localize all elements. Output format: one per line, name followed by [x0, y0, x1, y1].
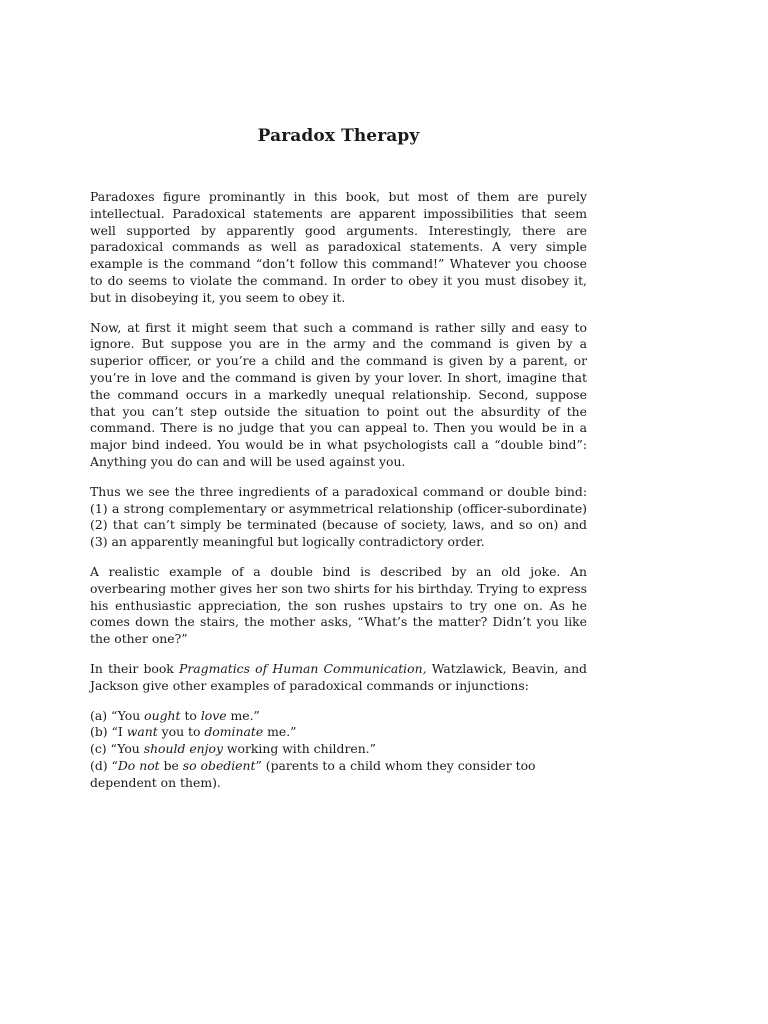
- injunction-list: [90, 708, 587, 792]
- paragraph-5: [90, 661, 587, 695]
- document-title: Paradox Therapy: [257, 126, 420, 146]
- list-emphasis: want: [126, 724, 158, 740]
- list-text: you to: [157, 724, 205, 740]
- paragraph-3: Thus we see the three ingredients of a paradoxical command or double bind: (1) a strong complementary or asymmetrical relationship (officer-subordinate) (2) that can’t simply be terminated (because of society, laws, and so on) and (3) an apparently meaningful but logically contradictory order.: [90, 483, 587, 550]
- list-emphasis: so obedient: [182, 757, 256, 773]
- list-text: to: [180, 707, 201, 723]
- document-body: [90, 189, 587, 792]
- list-text: me.”: [263, 724, 297, 740]
- list-emphasis: dominate: [204, 724, 264, 740]
- intro-text-continued: Watzlawick, Beavin, and Jackson give other examples of paradoxical commands or injunctions:: [90, 660, 587, 693]
- paragraph-4: A realistic example of a double bind is described by an old joke. An overbearing mother gives her son two shirts for his birthday. Trying to express his enthusiastic appreciation, the son rushes upstairs to try one on. As he comes down the stairs, the mother asks, “What’s the matter? Didn’t you like the other one?”: [90, 563, 587, 647]
- list-text: (d) “: [90, 757, 118, 773]
- list-text: be: [159, 757, 183, 773]
- paragraph-2: Now, at first it might seem that such a command is rather silly and easy to ignore. But suppose you are in the army and the command is given by a superior officer, or you’re a child and the command is given by a parent, or you’re in love and the command is given by your lover. In short, imagine that the command occurs in a markedly unequal relationship. Second, suppose that you can’t step outside the situation to point out the absurdity of the command. There is no judge that you can appeal to. Then you would be in a major bind indeed. You would be in what psychologists call a “double bind”: Anything you do can and will be used against you.: [90, 319, 587, 469]
- list-item-d: [90, 758, 587, 792]
- list-text: (b) “I: [90, 724, 127, 740]
- list-text: working with children.”: [222, 741, 376, 757]
- paragraph-1: Paradoxes figure prominantly in this book, but most of them are purely intellectual. Paradoxical statements are apparent impossibilities that seem well supported by apparently good arguments. Interestingly, there are paradoxical commands as well as paradoxical statements. A very simple example is the command “don’t follow this command!” Whatever you choose to do seems to violate the command. In order to obey it you must disobey it, but in disobeying it, you seem to obey it.: [90, 189, 587, 305]
- intro-text: In their book: [90, 660, 180, 676]
- book-title: Pragmatics of Human Communication,: [179, 660, 427, 676]
- list-item-a: [90, 708, 587, 725]
- list-emphasis: Do not: [117, 757, 160, 773]
- list-text: me.”: [226, 707, 260, 723]
- list-emphasis: ought: [144, 707, 181, 723]
- list-emphasis: should enjoy: [143, 741, 223, 757]
- list-item-c: [90, 741, 587, 758]
- list-text: (a) “You: [90, 707, 145, 723]
- list-text: (c) “You: [90, 741, 144, 757]
- list-item-b: [90, 724, 587, 741]
- list-emphasis: love: [200, 707, 227, 723]
- list-text: ” (parents to a child whom they consider too dependent on them).: [90, 757, 536, 790]
